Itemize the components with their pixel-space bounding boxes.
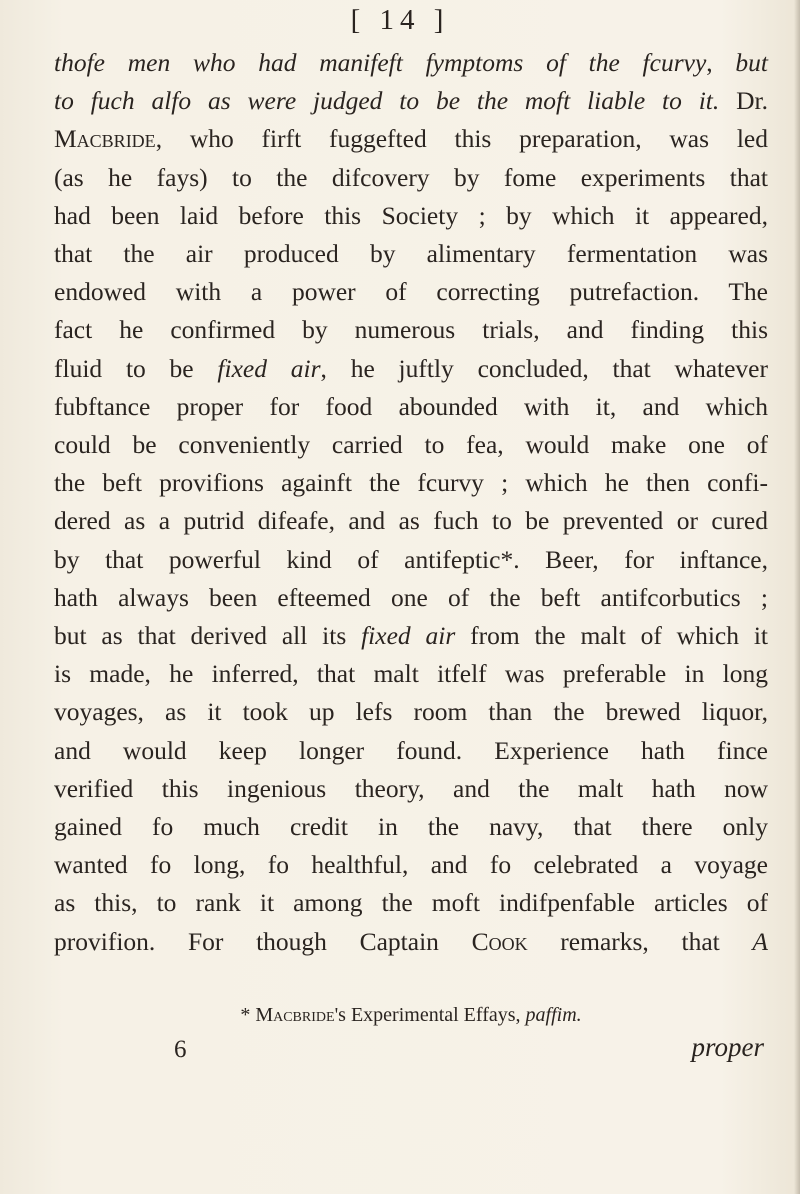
text-run: to fuch alfo as were judged to be the moft liable to it.	[54, 86, 720, 116]
text-line	[54, 884, 768, 922]
text-run: from the malt of which it	[455, 621, 768, 651]
text-line	[54, 808, 768, 846]
text-run: and would keep longer found. Experience hath fince	[54, 735, 768, 765]
text-line	[54, 350, 768, 388]
text-run: fact he confirmed by numerous trials, and finding this	[54, 315, 768, 345]
text-run: fixed air	[217, 353, 321, 383]
text-line	[54, 82, 768, 120]
text-run: verified this ingenious theory, and the malt hath now	[54, 773, 768, 803]
text-run: the beft provifions againft the fcurvy ; which he then confi-	[54, 468, 768, 498]
text-run: by that powerful kind of antifeptic*. Beer, for inftance,	[54, 544, 768, 574]
footnote-marker: *	[240, 1004, 256, 1026]
text-line	[54, 693, 768, 731]
footnote	[54, 1004, 768, 1027]
text-run: that the air produced by alimentary fermentation was	[54, 239, 768, 269]
text-line	[54, 44, 768, 82]
text-run: thofe men who had manifeft fymptoms of the fcurvy	[54, 48, 707, 77]
footnote-text: 's Experimental Effays,	[334, 1004, 526, 1026]
footnote-italic: paffim.	[525, 1004, 582, 1026]
text-run: dered as a putrid difeafe, and as fuch to be prevented or cured	[54, 506, 768, 536]
text-run: fubftance proper for food abounded with it, and which	[54, 391, 768, 421]
text-line	[54, 120, 768, 158]
catchword: proper	[691, 1032, 764, 1062]
text-run: , who firft fuggefted this preparation, was led	[155, 124, 768, 154]
text-run: fixed air	[361, 621, 456, 651]
text-line	[54, 197, 768, 235]
body-text	[54, 44, 768, 961]
text-line	[54, 541, 768, 579]
text-line	[54, 159, 768, 197]
text-run: had been laid before this Society ; by which it appeared,	[54, 200, 768, 230]
text-run: as this, to rank it among the moft indifpenfable articles of	[54, 888, 768, 918]
text-run: provifion. For though Captain	[54, 926, 472, 956]
text-run: remarks, that	[527, 926, 753, 956]
text-run: fluid to be	[54, 353, 218, 383]
text-line	[54, 273, 768, 311]
text-line	[54, 311, 768, 349]
text-run: but as that derived all its	[54, 621, 362, 651]
footnote-author: Macbride	[255, 1004, 335, 1026]
signature-mark: 6	[174, 1036, 187, 1063]
page-number: [ 14 ]	[350, 4, 450, 36]
text-line	[54, 464, 768, 502]
text-run: ,	[706, 48, 736, 77]
text-run: voyages, as it took up lefs room than the brewed liquor,	[54, 697, 768, 727]
text-line	[54, 770, 768, 808]
text-line	[54, 732, 768, 770]
text-run: , he juftly concluded, that whatever	[320, 353, 768, 383]
text-run: hath always been efteemed one of the beft antifcorbutics ;	[54, 582, 768, 612]
text-line	[54, 502, 768, 540]
text-line	[54, 426, 768, 464]
text-run: Dr.	[719, 86, 768, 116]
text-run: (as he fays) to the difcovery by fome experiments that	[54, 162, 768, 192]
text-run: gained fo much credit in the navy, that there only	[54, 812, 768, 842]
text-line	[54, 235, 768, 273]
text-run: but	[735, 48, 769, 77]
text-run: could be conveniently carried to fea, would make one of	[54, 430, 768, 460]
text-line	[54, 923, 768, 961]
text-run: endowed with a power of correcting putrefaction. The	[54, 277, 768, 307]
text-run: A	[752, 926, 768, 956]
text-run: Macbride	[54, 124, 156, 154]
text-line	[54, 617, 768, 655]
text-run: wanted fo long, fo healthful, and fo celebrated a voyage	[54, 850, 768, 880]
text-run: is made, he inferred, that malt itfelf was preferable in long	[54, 659, 768, 689]
text-line	[54, 655, 768, 693]
text-line	[54, 579, 768, 617]
text-line	[54, 388, 768, 426]
text-line	[54, 846, 768, 884]
page-edge-shadow	[794, 0, 800, 1194]
text-run: Cook	[471, 926, 528, 956]
